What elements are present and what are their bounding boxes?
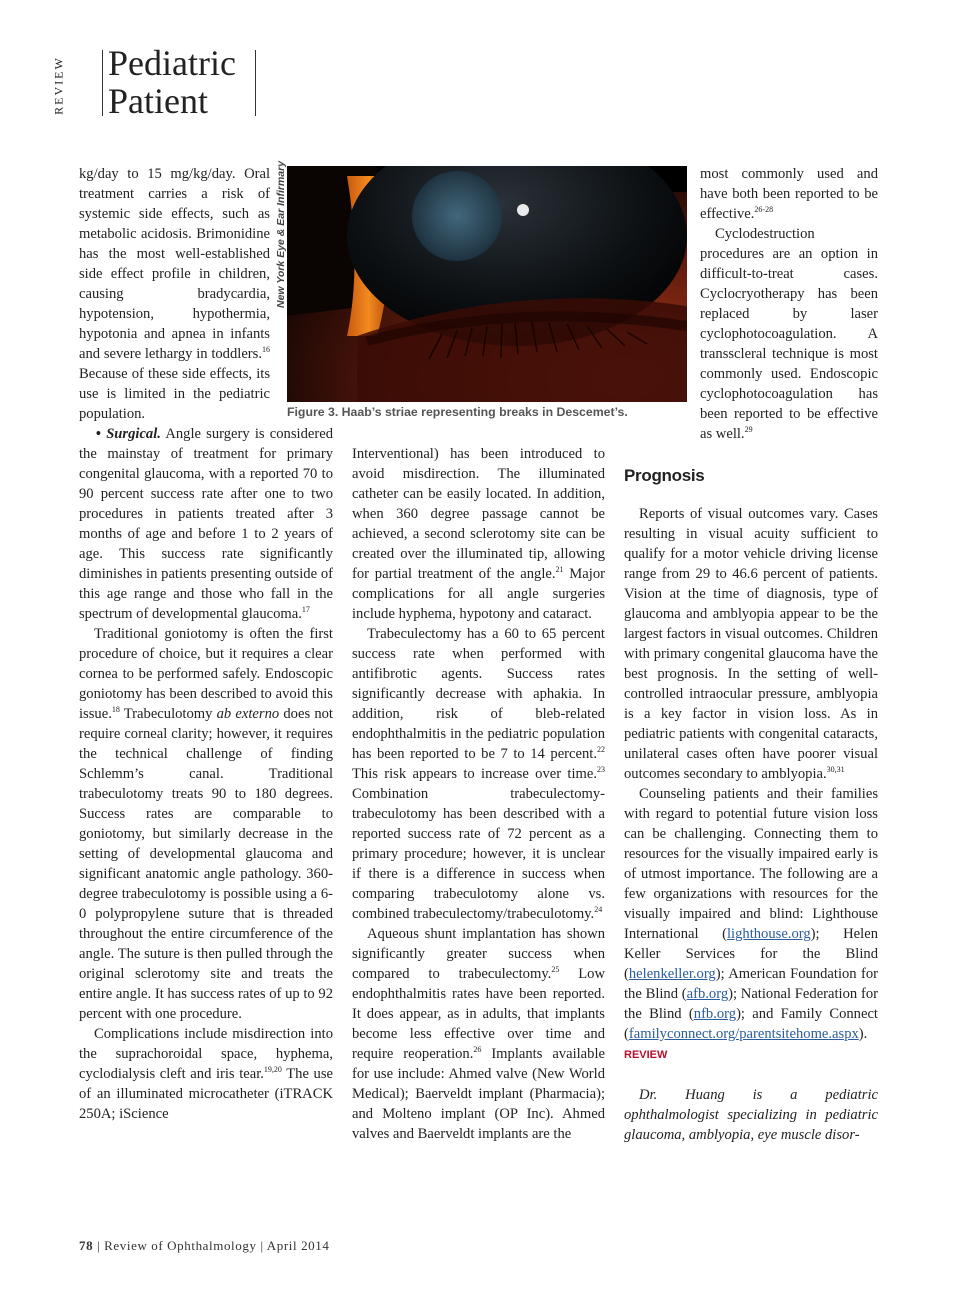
col2-para-1: Interventional) has been introduced to avoid misdirection. The illuminated catheter can be easily located. In addition, when 360 degree passage cannot be achieved, a second sclerotomy site can be created over the illuminated tip, allowing for partial treatment of the angle.$^{21}$ Major complications for all angle surgeries include hyphema, hypotony and cataract. (352, 446, 605, 622)
journal-name: Review of Ophthalmology (104, 1238, 257, 1253)
section-tag (50, 52, 70, 122)
issue-date: April 2014 (266, 1238, 330, 1253)
title-rule-left (102, 50, 103, 116)
title-rule-right (255, 50, 256, 116)
link-helenkeller[interactable]: helenkeller.org (628, 966, 716, 982)
section-tag-text: REVIEW (51, 56, 66, 115)
link-afb[interactable]: afb.org (686, 986, 729, 1002)
link-lighthouse[interactable]: lighthouse.org (727, 926, 811, 942)
col2-para-trabeculectomy: Trabeculectomy has a 60 to 65 percent success rate when performed with antifibrotic agents. Success rates significantly decrease with aphakia. In addition, risk of bleb-related endophthalmitis in the pediatric population has been reported to be 7 to 14 percent.$^{22}$ This risk appears to increase over time.$^{23}$ Combination trabeculectomy-trabeculotomy has been described with a reported success rate of 72 percent as a primary procedure; however, it is unclear if there is a difference in success when comparing trabeculotomy alone vs. combined trabeculectomy/trabeculotomy.$^{24}$ (352, 626, 605, 922)
page-footer (79, 1238, 329, 1254)
column-3-top (700, 164, 878, 444)
footer-separator-2: | (260, 1238, 264, 1253)
page-title (108, 44, 236, 120)
prognosis-heading: Prognosis (624, 466, 705, 485)
footer-separator-1: | (97, 1238, 101, 1253)
figure-photo (287, 166, 687, 402)
col1-para-complications: Complications include misdirection into the suprachoroidal space, hyphema, cyclodialysis cleft and iris tear.$^{19,20}$ The use of an illuminated microcatheter (iTRACK 250A; iScience (79, 1026, 333, 1122)
link-nfb[interactable]: nfb.org (693, 1006, 737, 1022)
page-number: 78 (79, 1238, 94, 1253)
end-review-tag: REVIEW (624, 1049, 668, 1061)
author-bio: Dr. Huang is a pediatric ophthalmologist specializing in pediatric glaucoma, amblyopia, eye muscle disor- (624, 1087, 878, 1143)
figure-credit-text: New York Eye & Ear Infirmary (275, 160, 287, 308)
figure-caption: Figure 3. Haab’s striae representing breaks in Descemet’s. (287, 405, 628, 419)
col3-para-counseling: Counseling patients and their families with regard to potential future vision loss can be challenging. Connecting them to resources for the visually impaired early is of utmost importance. The following are a few organizations with resources for the visually impaired and blind: Lighthouse International (lighthouse.org); Helen Keller Services for the Blind (helenkeller.org); American Foundation for the Blind (afb.org); National Federation for the Blind (nfb.org); and Family Connect (familyconnect.org/parentsitehome.aspx). REVIEW (624, 786, 878, 1061)
column-1-lower (79, 424, 333, 1124)
link-familyconnect[interactable]: familyconnect.org/parentsitehome.aspx (628, 1026, 859, 1042)
title-line-2: Patient (108, 81, 208, 121)
title-line-1: Pediatric (108, 43, 236, 83)
col1-para-surgical: • Surgical. Angle surgery is considered the mainstay of treatment for primary congenital glaucoma, with a reported 70 to 90 percent success rate after one to two procedures in patients treated after 3 months of age and before 1 to 2 years of age. This success rate significantly diminishes in patients presenting outside of this age range and those who fall in the spectrum of developmental glaucoma.$^{17}$ (79, 426, 333, 622)
col1-para-goniotomy: Traditional goniotomy is often the first procedure of choice, but it requires a clear cornea to be performed safely. Endoscopic goniotomy has been described to avoid this issue.$^{18}$ Trabeculotomy ab externo does not require corneal clarity; however, it requires the technical challenge of finding Schlemm’s canal. Traditional trabeculotomy treats 90 to 180 degrees. Success rates are comparable to goniotomy, but similarly decrease in the setting of developmental glaucoma and significant anatomic angle pathology. 360-degree trabeculotomy is possible using a 6-0 polypropylene suture that is threaded throughout the entire circumference of the angle. The suture is then pulled through the original sclerotomy site and treats the entire angle. It has success rates of up to 92 percent with one procedure. (79, 626, 333, 1022)
col3-para-1: most commonly used and have both been reported to be effective.$^{26-28}$ (700, 166, 878, 222)
col1-para-1: kg/day to 15 mg/kg/day. Oral treatment carries a risk of systemic side effects, such as metabolic acidosis. Brimonidine has the most well-established side effect profile in children, causing bradycardia, hypotension, hypothermia, hypotonia and apnea in infants and severe lethargy in toddlers.$^{16}$ Because of these side effects, its use is limited in the pediatric population. (79, 166, 270, 422)
eye-closeup-image (287, 166, 687, 402)
col3-para-prognosis: Reports of visual outcomes vary. Cases resulting in visual acuity sufficient to qualify for a motor vehicle driving license range from 29 to 46.6 percent of patients. Vision at the time of diagnosis, type of glaucoma and amblyopia appear to be the largest factors in visual outcomes. Children with primary congenital glaucoma have the best prognosis. In the setting of well-controlled intraocular pressure, amblyopia is a key factor in vision loss. As in pediatric patients with congenital cataracts, unilateral cases often have poorer visual outcomes secondary to amblyopia.$^{30,31}$ (624, 506, 878, 782)
figure-credit (273, 160, 289, 310)
column-2 (352, 444, 605, 1144)
column-3 (624, 504, 878, 1145)
col3-para-cyclodestruction: Cyclodestruction procedures are an option in difficult-to-treat cases. Cyclocryotherapy has been replaced by laser cyclophotocoagulation. A transscleral technique is most commonly used. Endoscopic cyclophotocoagulation has been reported to be effective as well.$^{29}$ (700, 226, 878, 442)
col2-para-shunt: Aqueous shunt implantation has shown significantly greater success when compared to trabeculectomy.$^{25}$ Low endophthalmitis rates have been reported. It does appear, as in adults, that implants become less effective over time and require reoperation.$^{26}$ Implants available for use include: Ahmed valve (New World Medical); Baerveldt implant (Pharmacia); and Molteno implant (OP Inc). Ahmed valves and Baerveldt implants are the (352, 926, 605, 1142)
column-1 (79, 164, 270, 424)
